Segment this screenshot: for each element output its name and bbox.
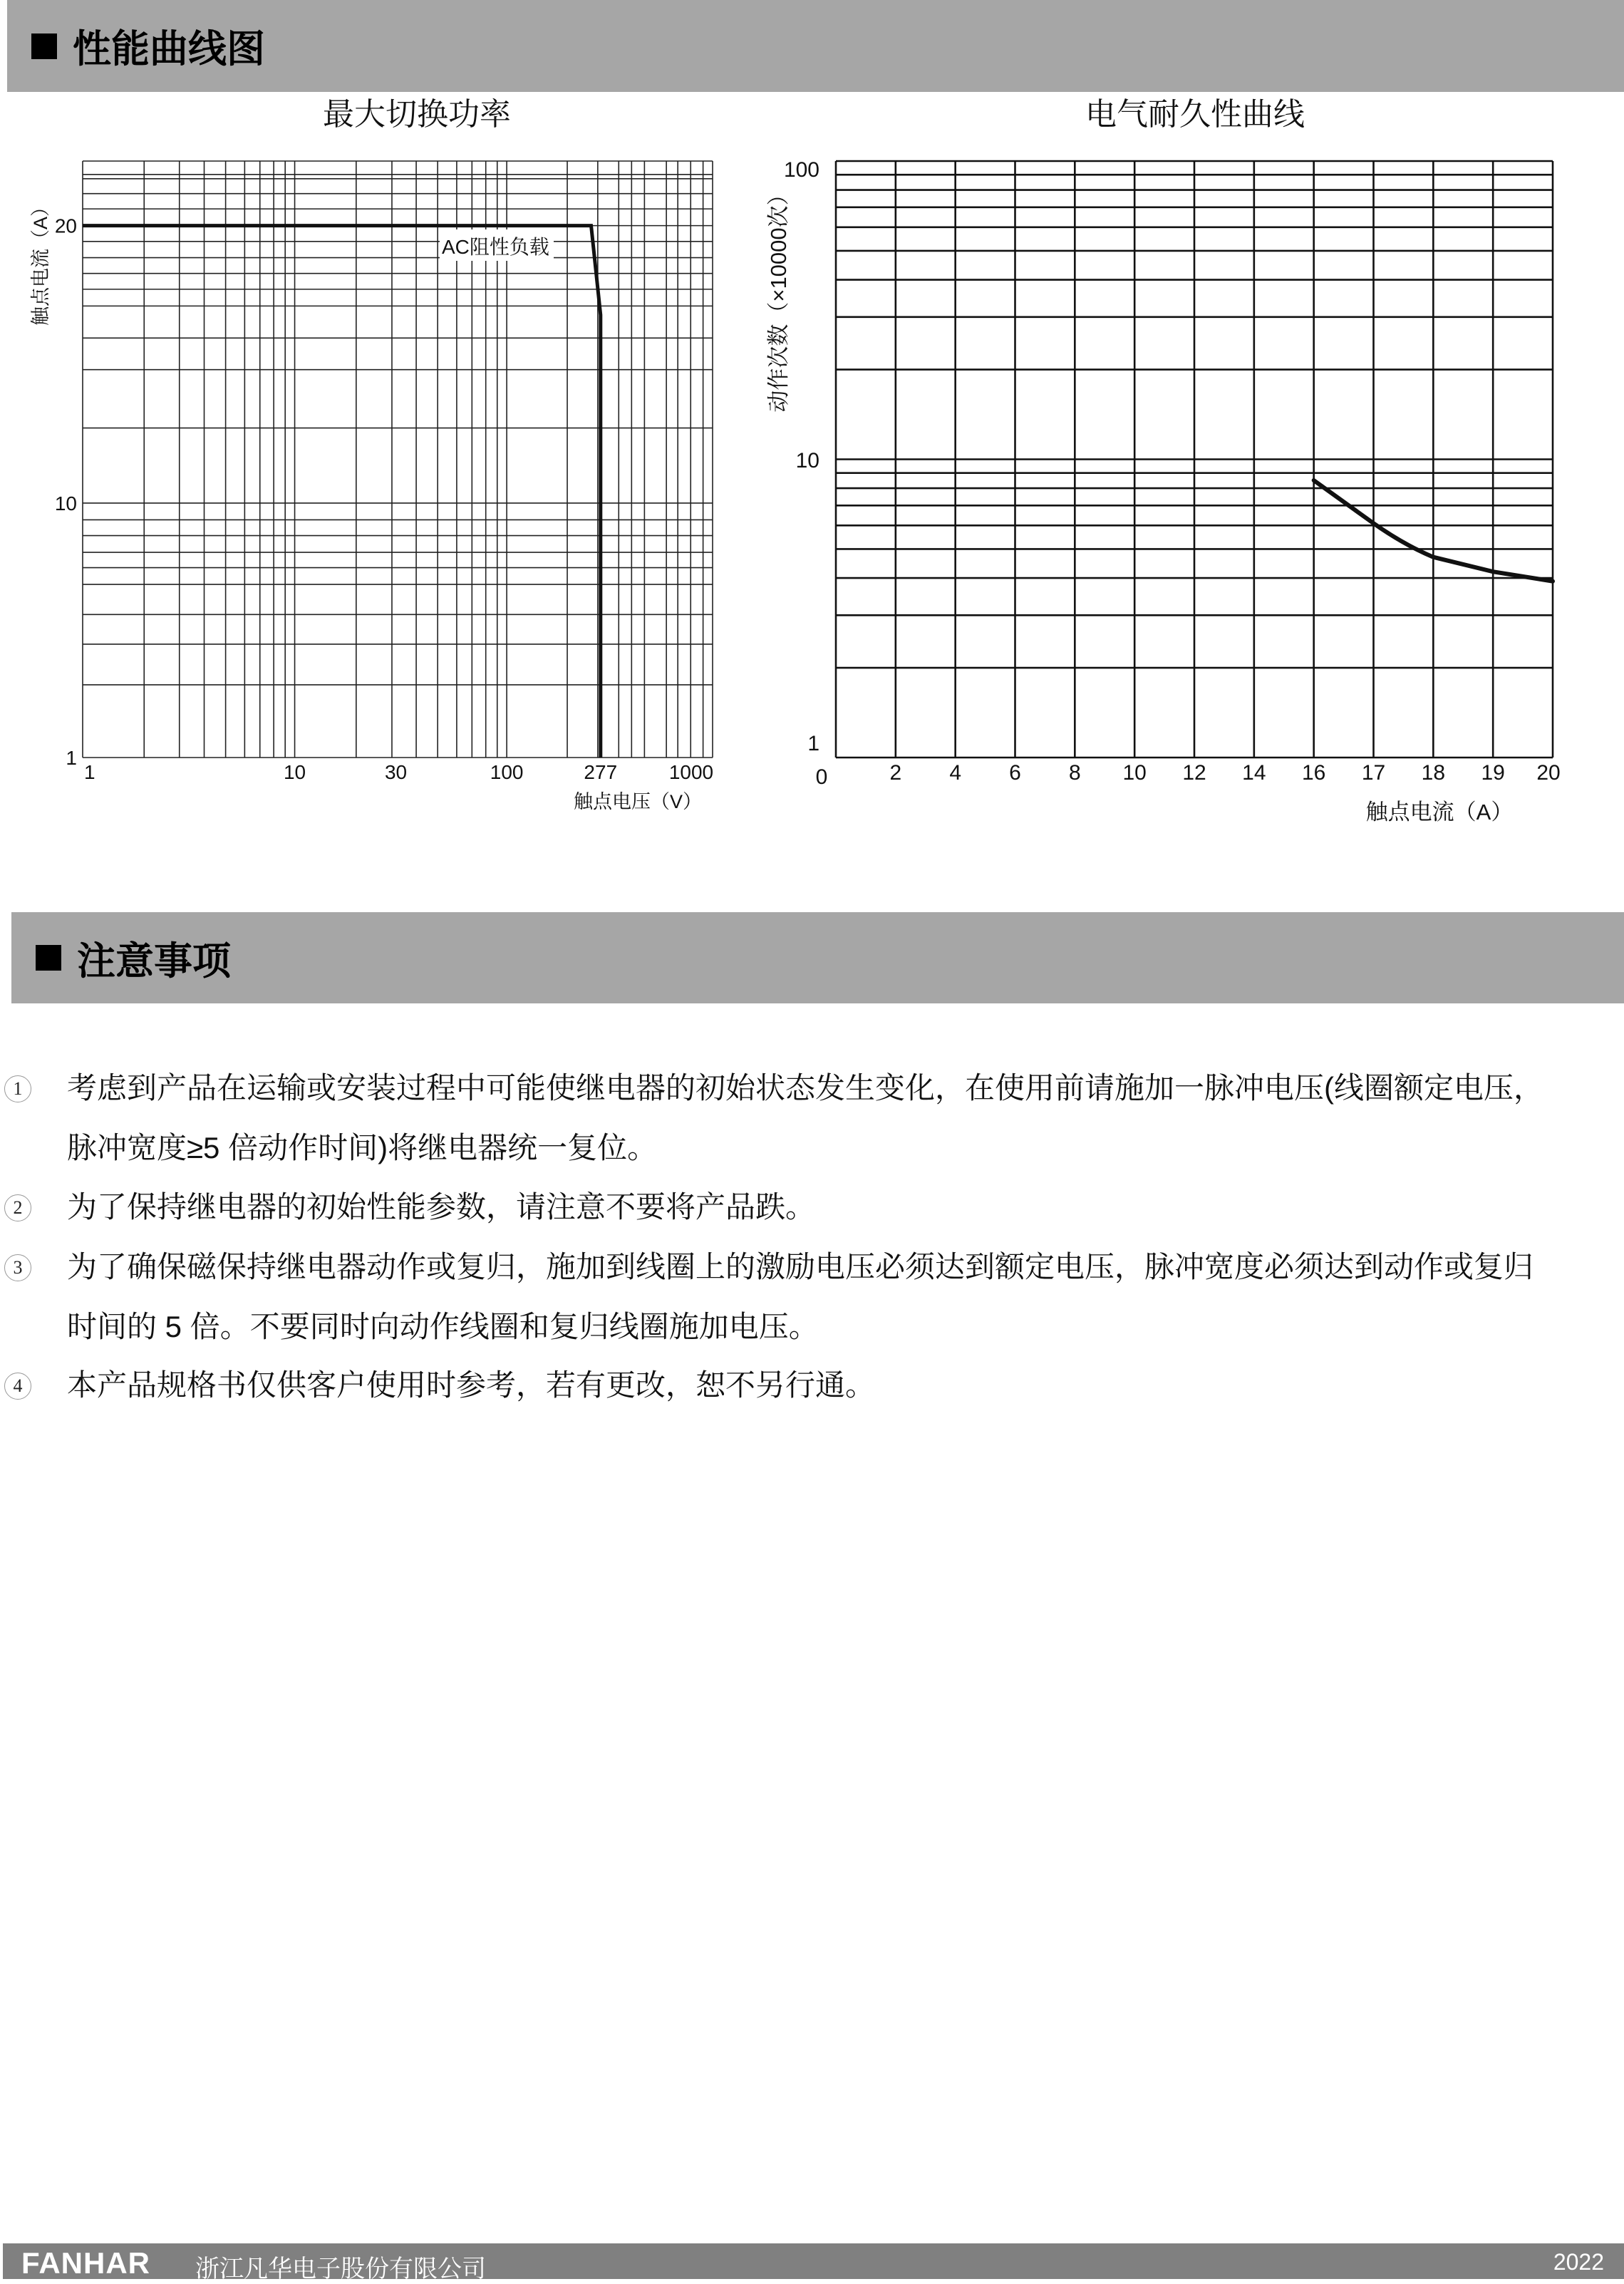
x-axis-label: 触点电压（V）: [573, 791, 702, 812]
x-tick-label: 4: [949, 761, 962, 785]
y-tick-label: 100: [783, 158, 819, 182]
section-title: 注意事项: [77, 939, 231, 983]
x-axis-label: 触点电流（A）: [1365, 800, 1514, 825]
circled-number: 4: [4, 1373, 31, 1400]
chart-title: 电气耐久性曲线: [1085, 97, 1305, 132]
x-tick-label: 1: [84, 761, 95, 783]
circled-number: 2: [4, 1194, 31, 1221]
annotation-label: AC阻性负载: [442, 236, 549, 258]
x-tick-label: 0: [815, 765, 828, 789]
circled-number: 1: [4, 1075, 31, 1102]
x-tick-label: 18: [1421, 761, 1446, 785]
y-tick-label: 1: [66, 747, 77, 769]
x-tick-label: 2: [889, 761, 902, 785]
note-text: 考虑到产品在运输或安装过程中可能使继电器的初始状态发生变化，在使用前请施加一脉冲电压(线圈额定电压，脉冲宽度≥5 倍动作时间)将继电器统一复位。: [67, 1071, 1543, 1164]
note-text: 本产品规格书仅供客户使用时参考，若有更改，恕不另行通。: [67, 1368, 876, 1402]
x-tick-label: 277: [584, 761, 618, 783]
x-tick-label: 20: [1536, 761, 1561, 785]
x-tick-label: 17: [1361, 761, 1386, 785]
y-tick-label: 1: [807, 732, 819, 755]
x-tick-label: 12: [1182, 761, 1206, 785]
y-tick-label: 10: [795, 449, 819, 472]
x-tick-label: 8: [1068, 761, 1081, 785]
x-tick-label: 14: [1242, 761, 1266, 785]
note-text: 为了确保磁保持继电器动作或复归，施加到线圈上的激励电压必须达到额定电压，脉冲宽度必须达到动作或复归时间的 5 倍。不要同时向动作线圈和复归线圈施加电压。: [67, 1250, 1534, 1343]
x-tick-label: 19: [1481, 761, 1505, 785]
x-tick-label: 100: [490, 761, 524, 783]
footer-bar: [3, 2243, 1624, 2283]
section-header-notes: [11, 912, 1624, 1003]
chart-title: 最大切换功率: [323, 97, 511, 132]
brand-logo: FANHAR: [21, 2246, 150, 2280]
x-tick-label: 1000: [668, 761, 714, 783]
x-tick-label: 10: [283, 761, 306, 783]
square-bullet-icon: [36, 945, 61, 971]
y-tick-label: 10: [54, 492, 77, 515]
x-tick-label: 10: [1122, 761, 1147, 785]
electrical-endurance-chart: [0, 0, 1624, 841]
company-name: 浙江凡华电子股份有限公司: [195, 2255, 486, 2283]
y-axis-label: 触点电流（A）: [30, 197, 51, 326]
x-tick-label: 30: [384, 761, 408, 783]
x-tick-label: 6: [1009, 761, 1021, 785]
section-title: 性能曲线图: [73, 28, 265, 71]
y-tick-label: 20: [54, 215, 77, 237]
note-text: 为了保持继电器的初始性能参数，请注意不要将产品跌。: [67, 1190, 816, 1224]
x-tick-label: 16: [1301, 761, 1326, 785]
circled-number: 3: [4, 1254, 31, 1281]
y-axis-label: 动作次数（×10000次）: [766, 183, 791, 413]
footer-year: 2022: [1553, 2249, 1604, 2275]
